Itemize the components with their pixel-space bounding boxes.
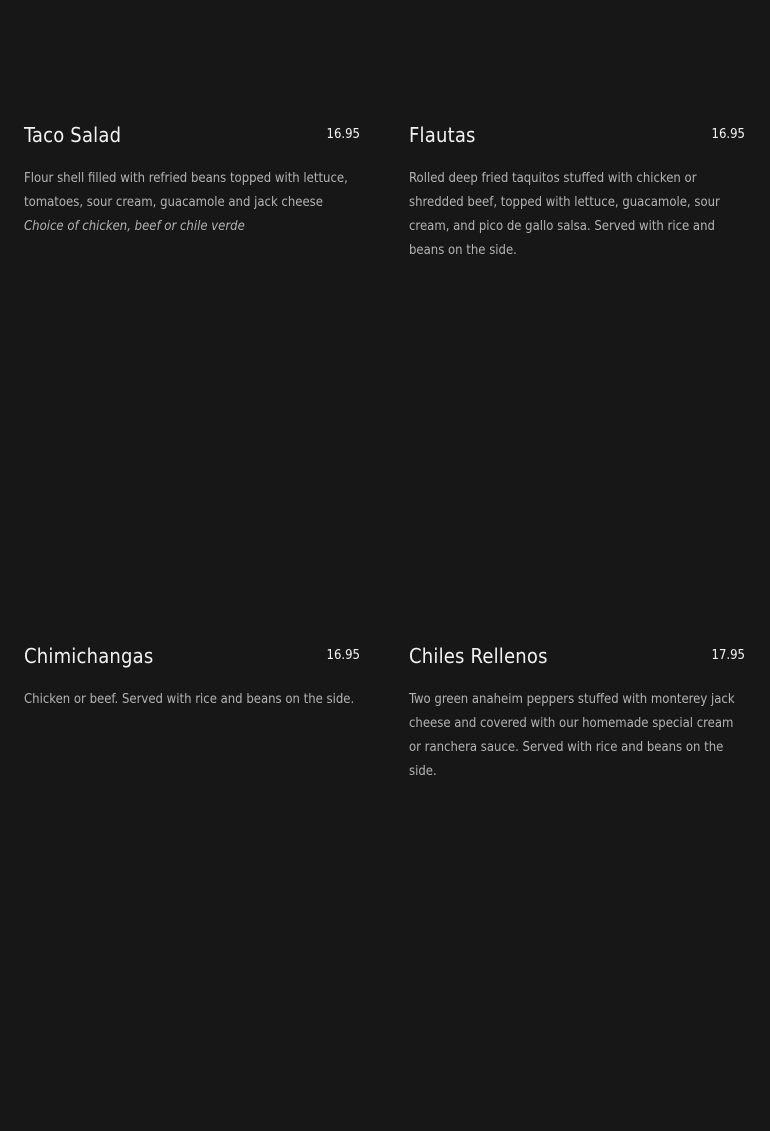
menu-item-price: 16.95 (711, 127, 745, 142)
menu-item-note: Choice of chicken, beef or chile verde (24, 219, 245, 234)
menu-item-description: Two green anaheim peppers stuffed with monterey jack cheese and covered with our homemade special cream or ranchera sauce. Served with rice and beans on the side. (409, 692, 735, 779)
menu-item-chiles-rellenos (409, 643, 745, 784)
menu-item-name: Taco Salad (24, 123, 122, 147)
menu-item-header (24, 643, 360, 673)
menu-item-description: Rolled deep fried taquitos stuffed with chicken or shredded beef, topped with lettuce, guacamole, sour cream, and pico de gallo salsa. Served with rice and beans on the side. (409, 171, 720, 258)
menu-item-description: Flour shell filled with refried beans topped with lettuce, tomatoes, sour cream, guacamole and jack cheese (24, 171, 348, 210)
menu-item-flautas (409, 122, 745, 263)
menu-item-name: Chiles Rellenos (409, 644, 548, 668)
menu-item-name: Flautas (409, 123, 476, 147)
menu-item-description: Chicken or beef. Served with rice and beans on the side. (24, 692, 355, 707)
menu-item-header (409, 643, 745, 673)
menu-item-price: 16.95 (326, 127, 360, 142)
menu-item-name: Chimichangas (24, 644, 154, 668)
menu-item-header (409, 122, 745, 152)
menu-item-taco-salad (24, 122, 360, 239)
menu-item-chimichangas (24, 643, 360, 712)
menu-item-header (24, 122, 360, 152)
menu-item-price: 16.95 (326, 648, 360, 663)
menu-item-price: 17.95 (711, 648, 745, 663)
